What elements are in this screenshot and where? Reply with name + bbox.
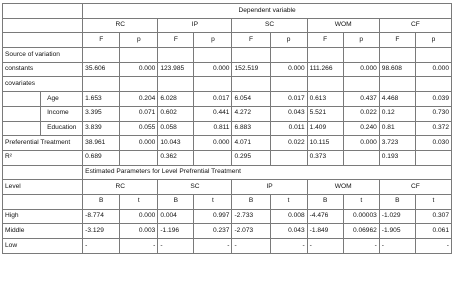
value-cell: 0.204 — [120, 92, 158, 107]
column-subheader: F — [232, 33, 270, 48]
value-cell: -1.029 — [379, 209, 415, 224]
table-row — [3, 121, 452, 136]
bottom-subheader-row — [3, 194, 452, 209]
value-cell: 0.000 — [270, 62, 307, 77]
empty-cell — [3, 121, 41, 136]
column-subheader: F — [379, 33, 415, 48]
empty-cell — [194, 48, 232, 63]
value-cell: 35.606 — [83, 62, 120, 77]
table-row — [3, 224, 452, 239]
value-cell: 10.115 — [307, 136, 343, 151]
value-cell: 0.730 — [415, 106, 451, 121]
value-cell: 4.071 — [232, 136, 270, 151]
empty-cell — [379, 48, 415, 63]
value-cell: 0.000 — [343, 136, 379, 151]
empty-cell — [3, 33, 83, 48]
empty-cell — [158, 48, 194, 63]
anova-table — [2, 3, 452, 254]
column-subheader: t — [415, 194, 451, 209]
empty-cell — [120, 48, 158, 63]
empty-cell — [3, 18, 83, 33]
column-subheader: p — [270, 33, 307, 48]
value-cell: 0.372 — [415, 121, 451, 136]
group-header: CF — [379, 18, 451, 33]
empty-cell — [415, 48, 451, 63]
value-cell: 0.000 — [194, 62, 232, 77]
column-subheader: t — [270, 194, 307, 209]
value-cell: 3.395 — [83, 106, 120, 121]
value-cell: 0.017 — [194, 92, 232, 107]
row-label: constants — [3, 62, 83, 77]
value-cell: -3.129 — [83, 224, 120, 239]
column-subheader: B — [379, 194, 415, 209]
table-row — [3, 77, 452, 92]
value-cell — [194, 77, 232, 92]
value-cell: 0.602 — [158, 106, 194, 121]
group-header: RC — [83, 180, 158, 195]
value-cell — [343, 77, 379, 92]
table-body — [3, 4, 452, 254]
value-cell — [307, 77, 343, 92]
value-cell: 0.811 — [194, 121, 232, 136]
value-cell: 0.022 — [343, 106, 379, 121]
value-cell: 0.12 — [379, 106, 415, 121]
value-cell: - — [120, 239, 158, 254]
value-cell: 0.373 — [307, 150, 343, 165]
source-row — [3, 48, 452, 63]
group-header: SC — [232, 18, 307, 33]
empty-cell — [3, 165, 83, 180]
row-label: High — [3, 209, 83, 224]
value-cell — [379, 77, 415, 92]
value-cell: 0.295 — [232, 150, 270, 165]
value-cell: 0.003 — [120, 224, 158, 239]
group-header: CF — [379, 180, 451, 195]
value-cell — [83, 77, 120, 92]
column-subheader: p — [194, 33, 232, 48]
empty-cell — [343, 48, 379, 63]
source-label: Source of variation — [3, 48, 83, 63]
estimated-title-row — [3, 165, 452, 180]
value-cell: 123.985 — [158, 62, 194, 77]
value-cell: 0.061 — [415, 224, 451, 239]
value-cell: 0.307 — [415, 209, 451, 224]
value-cell: - — [415, 239, 451, 254]
value-cell: 0.043 — [270, 224, 307, 239]
column-subheader: B — [83, 194, 120, 209]
value-cell: 3.839 — [83, 121, 120, 136]
column-subheader: t — [120, 194, 158, 209]
value-cell — [415, 77, 451, 92]
value-cell: - — [379, 239, 415, 254]
value-cell: -1.196 — [158, 224, 194, 239]
value-cell: - — [343, 239, 379, 254]
value-cell — [120, 150, 158, 165]
value-cell: 0.000 — [120, 209, 158, 224]
value-cell: 0.000 — [120, 62, 158, 77]
row-label: R² — [3, 150, 83, 165]
row-label: Income — [41, 106, 83, 121]
value-cell: 0.240 — [343, 121, 379, 136]
value-cell — [120, 77, 158, 92]
value-cell: 4.272 — [232, 106, 270, 121]
value-cell: 0.441 — [194, 106, 232, 121]
value-cell: 1.409 — [307, 121, 343, 136]
dependent-variable-row — [3, 4, 452, 19]
value-cell: 0.071 — [120, 106, 158, 121]
empty-cell — [83, 48, 120, 63]
value-cell: 0.000 — [194, 136, 232, 151]
group-header: IP — [158, 18, 232, 33]
value-cell: -8.774 — [83, 209, 120, 224]
value-cell: 98.608 — [379, 62, 415, 77]
value-cell: -1.905 — [379, 224, 415, 239]
value-cell — [158, 77, 194, 92]
empty-cell — [3, 92, 41, 107]
value-cell — [270, 150, 307, 165]
value-cell: 3.723 — [379, 136, 415, 151]
value-cell: 0.689 — [83, 150, 120, 165]
value-cell: 0.058 — [158, 121, 194, 136]
value-cell: 0.008 — [270, 209, 307, 224]
empty-cell — [3, 194, 83, 209]
dependent-variable-header: Dependent variable — [83, 4, 452, 19]
value-cell: 0.004 — [158, 209, 194, 224]
value-cell: 4.468 — [379, 92, 415, 107]
value-cell: - — [232, 239, 270, 254]
value-cell: 5.521 — [307, 106, 343, 121]
value-cell: 0.000 — [415, 62, 451, 77]
column-subheader: B — [158, 194, 194, 209]
column-subheader: B — [232, 194, 270, 209]
column-subheader: F — [158, 33, 194, 48]
group-header: IP — [232, 180, 307, 195]
column-subheader: B — [307, 194, 343, 209]
table-row — [3, 136, 452, 151]
column-subheader: p — [343, 33, 379, 48]
value-cell: 0.011 — [270, 121, 307, 136]
empty-cell — [232, 48, 270, 63]
value-cell: - — [83, 239, 120, 254]
value-cell: 6.883 — [232, 121, 270, 136]
table-row — [3, 62, 452, 77]
column-subheader: F — [83, 33, 120, 48]
value-cell: 0.997 — [194, 209, 232, 224]
value-cell: - — [158, 239, 194, 254]
subheader-row — [3, 33, 452, 48]
value-cell: 0.06962 — [343, 224, 379, 239]
value-cell: -1.849 — [307, 224, 343, 239]
row-label: Low — [3, 239, 83, 254]
value-cell: 0.017 — [270, 92, 307, 107]
table-row — [3, 150, 452, 165]
table-row — [3, 239, 452, 254]
column-subheader: p — [415, 33, 451, 48]
column-subheader: F — [307, 33, 343, 48]
value-cell: 0.039 — [415, 92, 451, 107]
table-row — [3, 106, 452, 121]
value-cell: 1.653 — [83, 92, 120, 107]
value-cell: -2.073 — [232, 224, 270, 239]
empty-cell — [3, 106, 41, 121]
value-cell: 0.000 — [343, 62, 379, 77]
row-label: Preferential Treatment — [3, 136, 83, 151]
bottom-group-header-row — [3, 180, 452, 195]
value-cell: 0.193 — [379, 150, 415, 165]
value-cell — [194, 150, 232, 165]
table-row — [3, 92, 452, 107]
value-cell — [270, 77, 307, 92]
value-cell: 0.043 — [270, 106, 307, 121]
value-cell: 6.028 — [158, 92, 194, 107]
value-cell: 0.030 — [415, 136, 451, 151]
row-label: covariates — [3, 77, 83, 92]
row-label: Age — [41, 92, 83, 107]
value-cell: 152.519 — [232, 62, 270, 77]
value-cell: - — [270, 239, 307, 254]
row-label: Education — [41, 121, 83, 136]
value-cell: 0.362 — [158, 150, 194, 165]
value-cell — [343, 150, 379, 165]
group-header-row — [3, 18, 452, 33]
column-subheader: t — [194, 194, 232, 209]
level-label: Level — [3, 180, 83, 195]
group-header: WOM — [307, 180, 379, 195]
group-header: WOM — [307, 18, 379, 33]
value-cell: 0.613 — [307, 92, 343, 107]
value-cell: 0.022 — [270, 136, 307, 151]
empty-cell — [307, 48, 343, 63]
group-header: SC — [158, 180, 232, 195]
value-cell: 0.237 — [194, 224, 232, 239]
value-cell: 6.054 — [232, 92, 270, 107]
value-cell: -2.733 — [232, 209, 270, 224]
table-row — [3, 209, 452, 224]
value-cell: 0.055 — [120, 121, 158, 136]
value-cell: - — [307, 239, 343, 254]
value-cell: 0.437 — [343, 92, 379, 107]
value-cell: 10.043 — [158, 136, 194, 151]
value-cell — [415, 150, 451, 165]
empty-cell — [3, 4, 83, 19]
value-cell: 0.000 — [120, 136, 158, 151]
group-header: RC — [83, 18, 158, 33]
value-cell: 38.961 — [83, 136, 120, 151]
column-subheader: t — [343, 194, 379, 209]
value-cell: - — [194, 239, 232, 254]
value-cell: 0.81 — [379, 121, 415, 136]
value-cell: -4.476 — [307, 209, 343, 224]
row-label: Middle — [3, 224, 83, 239]
column-subheader: p — [120, 33, 158, 48]
estimated-parameters-title: Estimated Parameters for Level Prefrential Treatment — [83, 165, 452, 180]
empty-cell — [270, 48, 307, 63]
value-cell: 111.266 — [307, 62, 343, 77]
value-cell: 0.00003 — [343, 209, 379, 224]
value-cell — [232, 77, 270, 92]
